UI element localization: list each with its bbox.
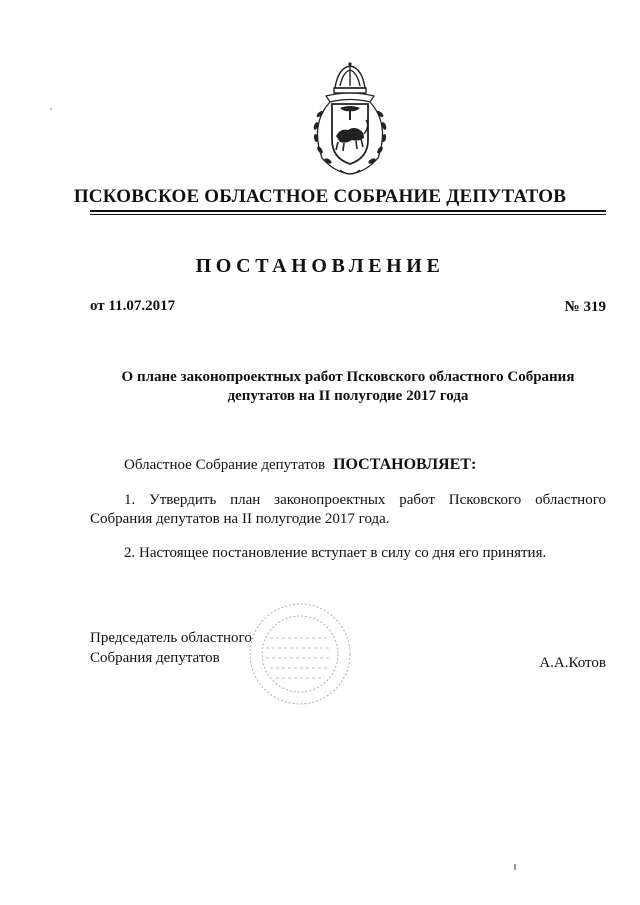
header-divider (90, 210, 606, 212)
signatory-title-line-2: Собрания депутатов (90, 650, 220, 666)
document-type-heading: ПОСТАНОВЛЕНИЕ (195, 255, 445, 277)
pskov-coat-of-arms-icon (300, 62, 400, 180)
signatory-name: А.А.Котов (539, 655, 606, 671)
subject-line-2: депутатов на II полугодие 2017 года (227, 388, 469, 404)
resolution-item-2: 2. Настоящее постановление вступает в силу со дня его принятия. (124, 545, 547, 561)
document-date: от 11.07.2017 (90, 298, 176, 314)
document-number: № 319 (564, 299, 606, 315)
header-divider-thin (90, 214, 606, 215)
signatory-title-line-1: Председатель областного (90, 630, 252, 646)
scan-speck (50, 108, 52, 110)
preamble (124, 456, 476, 474)
organization-title: ПСКОВСКОЕ ОБЛАСТНОЕ СОБРАНИЕ ДЕПУТАТОВ (73, 186, 567, 207)
subject-line-1: О плане законопроектных работ Псковского областного Собрания (121, 369, 575, 385)
document-subject (90, 368, 606, 406)
scan-mark (514, 864, 516, 870)
preamble-verb: ПОСТАНОВЛЯЕТ: (333, 456, 477, 473)
preamble-subject: Областное Собрание депутатов (124, 457, 326, 473)
resolution-item-1: 1. Утвердить план законопроектных работ Псковского областного Собрания депутатов на II полугодие 2017 года. (90, 492, 606, 527)
signatory-title (90, 628, 252, 668)
